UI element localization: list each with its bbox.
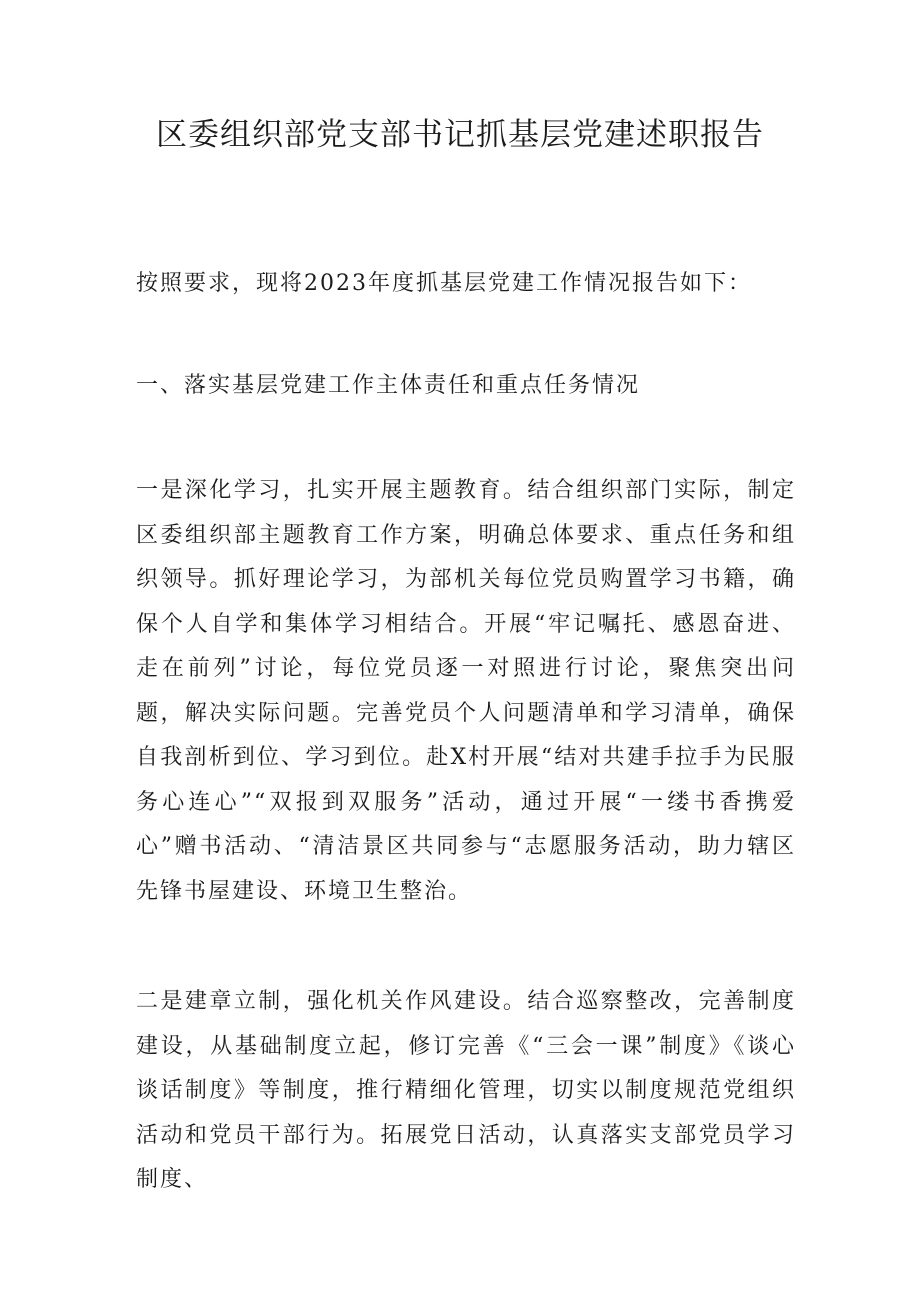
body-paragraph-2: 二是建章立制，强化机关作风建设。结合巡察整改，完善制度建设，从基础制度立起，修订完善《“三会一课”制度》《谈心谈话制度》等制度，推行精细化管理，切实以制度规范党组织活动和党员干部行为。拓展党日活动，认真落实支部党员学习制度、 — [136, 989, 796, 1192]
intro-paragraph: 按照要求，现将2023年度抓基层党建工作情况报告如下： — [136, 271, 752, 296]
document-title: 区委组织部党支部书记抓基层党建述职报告 — [156, 117, 764, 153]
section-heading-1: 一、落实基层党建工作主体责任和重点任务情况 — [136, 373, 641, 398]
body-paragraph-1: 一是深化学习，扎实开展主题教育。结合组织部门实际，制定区委组织部主题教育工作方案，明确总体要求、重点任务和组织领导。抓好理论学习，为部机关每位党员购置学习书籍，确保个人自学和集体学习相结合。开展“牢记嘱托、感恩奋进、走在前列”讨论，每位党员逐一对照进行讨论，聚焦突出问题，解决实际问题。完善党员个人问题清单和学习清单，确保自我剖析到位、学习到位。赴X村开展“结对共建手拉手为民服务心连心”“双报到双服务”活动，通过开展“一缕书香携爱心”赠书活动、“清洁景区共同参与“志愿服务活动，助力辖区先锋书屋建设、环境卫生整治。 — [136, 478, 796, 904]
